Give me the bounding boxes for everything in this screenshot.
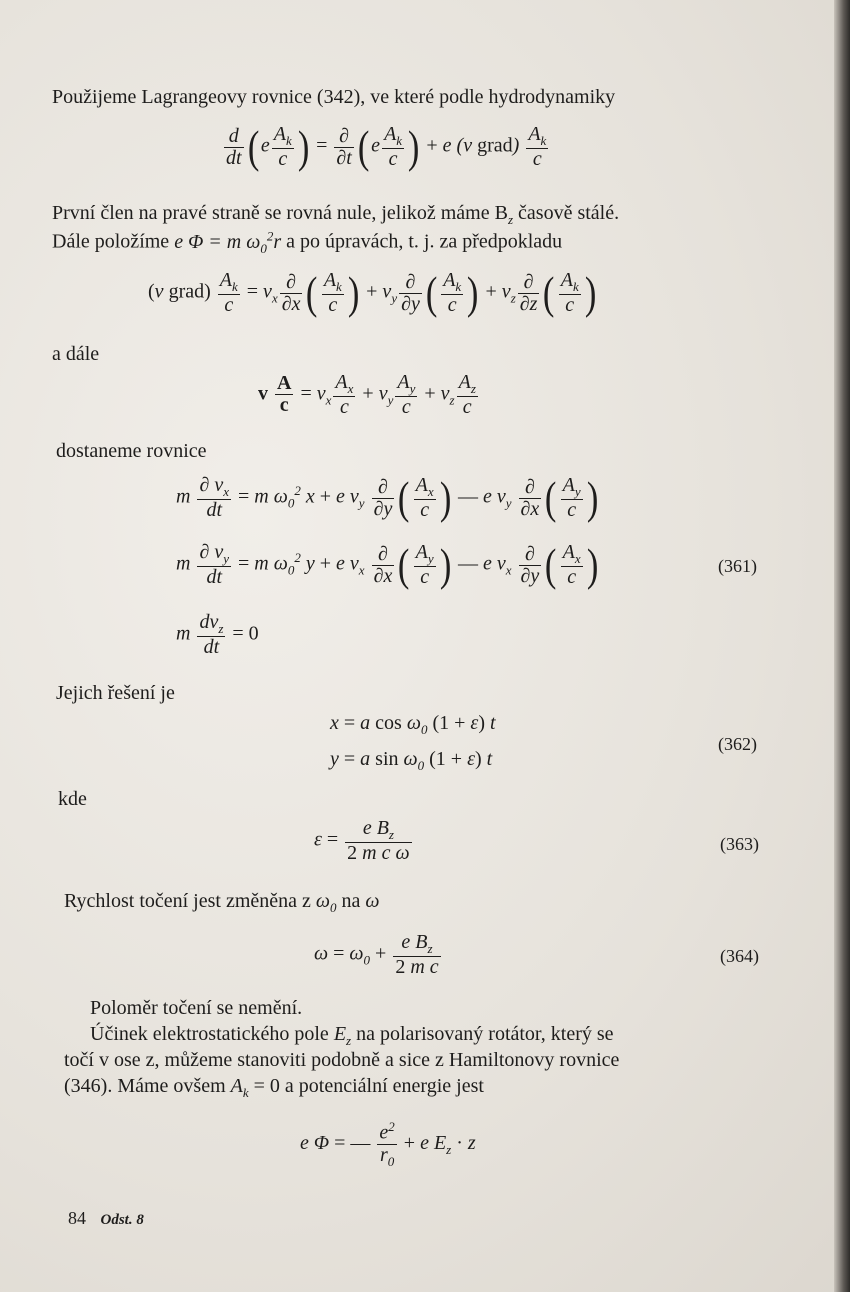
next-line-start: Dále položíme xyxy=(52,230,170,253)
equation-362-x: x = a $\cos \omega_0$ (1 + ε) t xyxy=(330,712,496,737)
equation-lagrange: $\frac{d}{dt}$ (e $\frac{A_k}{c}$ ) = $\frac{\partial}{\partial t}$ (e $\frac{A_k}{c}$ ) + e (v grad) $\frac{A_k}{c}$ xyxy=(226,121,547,172)
rychlost-text: Rychlost točení jest změněna z xyxy=(64,890,311,912)
ucinek-text-1b: na polarisovaný rotátor, který se xyxy=(356,1023,614,1045)
eq-number-364: (364) xyxy=(720,946,759,966)
eq-number-361: (361) xyxy=(718,556,757,576)
equation-va: v $\frac{A}{c}$ = $v_x$ $\frac{A_x}{c}$ + $v_y$ $\frac{A_y}{c}$ + $v_z$ $\frac{A_z}{c}$ xyxy=(258,371,476,418)
first-member-text: První člen na pravé straně se rovná nule, jelikož máme B xyxy=(52,202,508,224)
rychlost-na: na xyxy=(341,890,361,912)
section-label: Odst. 8 xyxy=(100,1212,144,1228)
dostaneme: dostaneme rovnice xyxy=(56,440,207,462)
equation-361-z: m $\frac{dv_z}{dt}$ = 0 xyxy=(176,611,259,658)
equation-potential: e Φ = — $\frac{e^2}{r_0}$ + e $E_z \cdot z$ xyxy=(300,1119,476,1169)
kde: kde xyxy=(58,788,87,810)
first-member-line: První člen na pravé straně se rovná nule, jelikož máme $B_z$ časově stálé. xyxy=(52,202,620,227)
equation-363: ε = $\frac{e B_z}{\text{2 m c ω}}$ xyxy=(314,817,410,864)
ucinek-line-3: (346). Máme ovšem $A_k = 0$ a potenciální energie jest xyxy=(64,1075,484,1100)
polomer-line: Poloměr točení se nemění. xyxy=(90,997,303,1019)
equation-v-grad: (v grad) $\frac{A_k}{c}$ = $v_x$ $\frac{\partial}{\partial x}$ ( $\frac{A_k}{c}$ ) + $v_y$ $\frac{\partial}{\partial y}$ ( $\frac{A_k}{c}$ ) + $v_z$ $\frac{\partial}{\partial z}$ ( $\frac{A_k}{c}$ ) xyxy=(148,267,597,318)
page-edge-shadow xyxy=(834,0,850,1292)
ucinek-text-3a: (346). Máme ovšem xyxy=(64,1075,226,1097)
equation-361-y: m $\frac{\partial v_y}{dt}$ = m $\omega_0^2$ y + e $v_x$ $\frac{\partial}{\partial x}$ ( $\frac{A_y}{c}$ ) — e $v_x$ $\frac{\partial}{\partial y}$ ( $\frac{A_x}{c}$ ) xyxy=(176,539,599,590)
next-line: Dále položíme e Φ = m $\omega_0^2r$ a po úpravách, t. j. za předpokladu xyxy=(52,228,563,256)
ucinek-line-1: Účinek elektrostatického pole $E_z$ na polarisovaný rotátor, který se xyxy=(90,1023,614,1048)
equation-364: $\omega = \omega_0$ + $\frac{e B_z}{\text{2 m c}}$ xyxy=(314,931,439,978)
equation-361-x: m $\frac{\partial v_x}{dt}$ = m $\omega_0^2$ x + e $v_y$ $\frac{\partial}{\partial y}$ ( $\frac{A_x}{c}$ ) — e $v_y$ $\frac{\partial}{\partial x}$ ( $\frac{A_y}{c}$ ) xyxy=(176,472,599,523)
first-member-tail: časově stálé. xyxy=(513,202,620,224)
a-dale: a dále xyxy=(52,343,100,365)
next-line-mid: a po úpravách, t. j. za předpokladu xyxy=(286,230,563,253)
footer xyxy=(68,1208,144,1229)
ucinek-text-1: Účinek elektrostatického pole xyxy=(90,1023,329,1045)
equation-362-y: y = a $\sin \omega_0$ (1 + ε) t xyxy=(330,748,493,773)
rychlost-line: Rychlost točení jest změněna z $\omega_0$ na ω xyxy=(64,890,380,915)
eq-number-363: (363) xyxy=(720,834,759,854)
ucinek-line-2: točí v ose z, můžeme stanoviti podobně a sice z Hamiltonovy rovnice xyxy=(64,1049,620,1071)
jejich: Jejich řešení je xyxy=(56,682,175,704)
page-number: 84 xyxy=(68,1208,86,1228)
intro-line: Použijeme Lagrangeovy rovnice (342), ve které podle hydrodynamiky xyxy=(52,86,616,108)
ucinek-text-3b: a potenciální energie jest xyxy=(284,1075,484,1097)
eq-number-362: (362) xyxy=(718,734,757,754)
